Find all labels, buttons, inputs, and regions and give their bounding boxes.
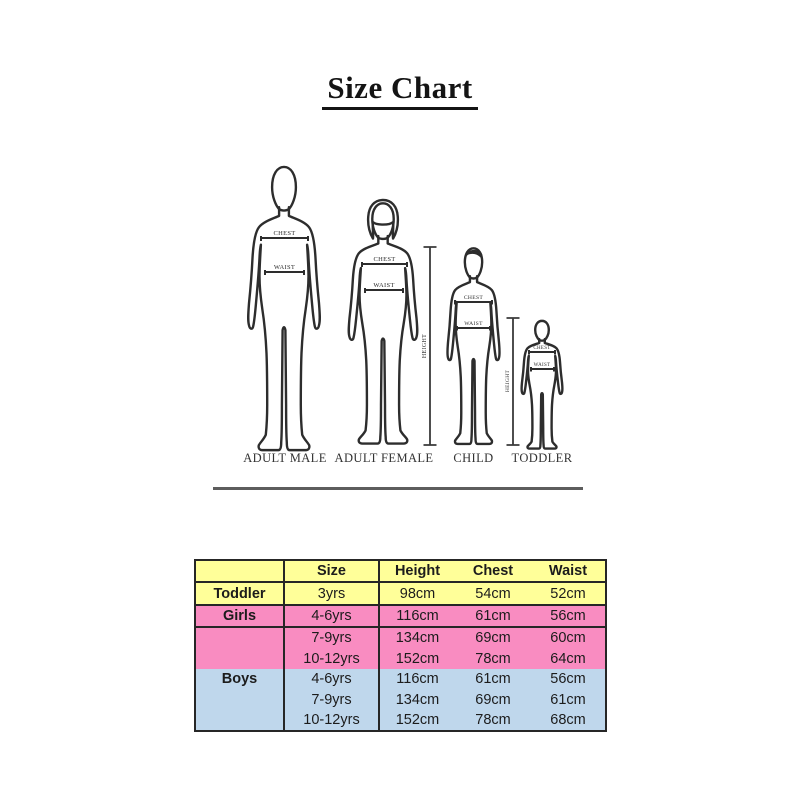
child-silhouette <box>447 248 499 444</box>
cell-size: 7-9yrs <box>284 689 379 709</box>
cell-chest: 69cm <box>475 691 511 708</box>
header-chest: Chest <box>455 560 531 582</box>
cell-chest: 61cm <box>475 671 511 688</box>
cell-category <box>195 649 284 669</box>
header-height: Height <box>379 560 455 582</box>
cell-height: 116cm <box>396 671 439 688</box>
figure-toddler <box>505 318 573 465</box>
cell-height: 152cm <box>395 711 440 728</box>
header-size: Size <box>284 560 379 582</box>
table-row <box>195 710 606 731</box>
cell-waist: 60cm <box>550 630 586 647</box>
cell-waist: 68cm <box>550 711 586 728</box>
adult-male-waist-label: WAIST <box>273 264 296 271</box>
cell-waist: 61cm <box>550 691 586 708</box>
table-row <box>195 582 606 604</box>
adult-male-silhouette <box>248 167 320 450</box>
child-waist-label: WAIST <box>464 321 483 327</box>
cell-chest: 61cm <box>455 605 531 627</box>
table-row <box>195 649 606 669</box>
cell-category <box>195 689 284 709</box>
cell-waist: 52cm <box>531 582 606 604</box>
cell-waist: 56cm <box>550 671 586 688</box>
toddler-height-label: HEIGHT <box>505 369 511 393</box>
cell-chest: 54cm <box>455 582 531 604</box>
table-header-row <box>195 560 606 582</box>
child-height-arrow <box>422 247 437 445</box>
cell-category: Toddler <box>195 582 284 604</box>
cell-chest: 78cm <box>475 711 511 728</box>
figure-adult-female <box>335 200 434 465</box>
figure-child <box>422 247 500 465</box>
table-row <box>195 605 606 627</box>
adult-female-silhouette <box>349 200 418 444</box>
cell-size: 10-12yrs <box>284 710 379 731</box>
toddler-waist-label: WAIST <box>533 363 551 368</box>
cell-category: Boys <box>195 669 284 689</box>
cell-category <box>195 627 284 648</box>
toddler-height-arrow <box>505 318 520 445</box>
adult-male-chest-label: CHEST <box>273 230 296 237</box>
table-row <box>195 669 606 689</box>
section-divider <box>213 487 583 490</box>
header-waist: Waist <box>531 560 606 582</box>
header-blank <box>195 560 284 582</box>
child-chest-label: CHEST <box>463 295 484 301</box>
cell-chest: 78cm <box>475 650 511 667</box>
toddler-caption: TODDLER <box>511 451 573 465</box>
cell-waist: 64cm <box>550 650 586 667</box>
cell-size: 10-12yrs <box>284 649 379 669</box>
child-height-label: HEIGHT <box>422 333 428 359</box>
toddler-chest-label: CHEST <box>533 346 551 351</box>
cell-chest: 69cm <box>475 630 511 647</box>
cell-height: 98cm <box>379 582 455 604</box>
adult-female-caption: ADULT FEMALE <box>334 451 434 465</box>
child-caption: CHILD <box>453 451 494 465</box>
cell-category: Girls <box>195 605 284 627</box>
adult-female-waist-label: WAIST <box>373 282 395 289</box>
cell-size: 4-6yrs <box>284 605 379 627</box>
size-table <box>194 559 607 732</box>
cell-size: 3yrs <box>284 582 379 604</box>
table-row <box>195 689 606 709</box>
cell-height: 152cm <box>395 650 440 667</box>
table-row <box>195 627 606 648</box>
adult-male-caption: ADULT MALE <box>243 451 327 465</box>
cell-height: 134cm <box>395 691 440 708</box>
cell-size: 7-9yrs <box>284 627 379 648</box>
cell-height: 116cm <box>379 605 455 627</box>
toddler-silhouette <box>522 321 563 449</box>
figure-adult-male <box>243 167 327 465</box>
figures-diagram <box>195 148 605 478</box>
page-title-text: Size Chart <box>322 70 477 110</box>
adult-female-chest-label: CHEST <box>373 256 396 263</box>
cell-waist: 56cm <box>531 605 606 627</box>
cell-height: 134cm <box>395 630 440 647</box>
cell-size: 4-6yrs <box>284 669 379 689</box>
cell-category <box>195 710 284 731</box>
page-title <box>0 70 800 110</box>
